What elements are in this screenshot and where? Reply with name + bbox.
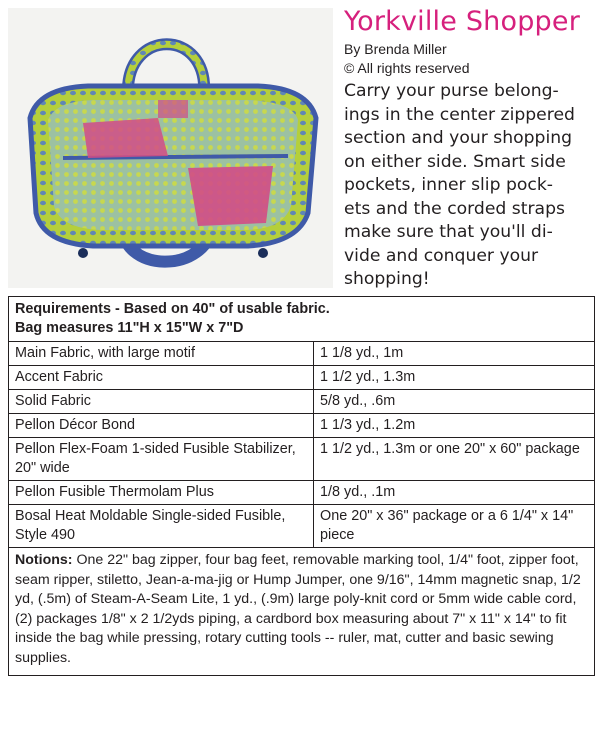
notions-section [8,548,595,676]
requirements-heading [9,297,595,342]
notions-text: One 22" bag zipper, four bag feet, removable marking tool, 1/4" foot, zipper foot, seam ripper, stiletto, Jean-a-ma-jig or Hump Jumper, one 9/16", 14mm magnetic snap, 1/2 yd, (.5m) of Steam-A-Seam Lite, 1 yd., (.9m) large poly-knit cord or 5mm wide cable cord, (2) packages 1/8" x 2 1/2yds piping, a cardbord box measuring about 7" x 11" x 14" to fit inside the bag while pressing, rotary cutting tools -- ruler, mat, cutter and basic sewing supplies. [15,552,581,666]
material-amount: 1/8 yd., .1m [314,481,595,505]
product-description [344,80,594,292]
material-item: Main Fabric, with large motif [9,342,314,366]
description-line: vide and conquer your [344,245,539,266]
tote-bag-image [8,8,333,288]
material-amount: 1 1/3 yd., 1.2m [314,414,595,438]
material-item: Bosal Heat Moldable Single-sided Fusible, Style 490 [9,505,314,548]
bag-measures-line: Bag measures 11"H x 15"W x 7"D [15,320,244,336]
byline [344,40,469,78]
material-amount: 5/8 yd., .6m [314,390,595,414]
author: By Brenda Miller [344,41,447,57]
description-line: ets and the corded straps [344,198,565,219]
material-item: Solid Fabric [9,390,314,414]
description-line: shopping! [344,269,430,289]
table-row [9,366,595,390]
product-title: Yorkville Shopper [344,6,580,37]
material-item: Pellon Flex-Foam 1-sided Fusible Stabilizer, 20" wide [9,438,314,481]
description-line: make sure that you'll di- [344,222,553,242]
description-line: Carry your purse belong- [344,81,559,101]
material-item: Pellon Fusible Thermolam Plus [9,481,314,505]
table-row [9,438,595,481]
material-amount: One 20" x 36" package or a 6 1/4" x 14" piece [314,505,595,548]
table-row [9,390,595,414]
description-line: ings in the center zippered [344,104,575,125]
material-amount: 1 1/8 yd., 1m [314,342,595,366]
table-row [9,505,595,548]
description-line: pockets, inner slip pock- [344,175,553,195]
description-line: on either side. Smart side [344,151,566,172]
product-photo [8,8,333,288]
material-item: Pellon Décor Bond [9,414,314,438]
material-item: Accent Fabric [9,366,314,390]
material-amount: 1 1/2 yd., 1.3m or one 20" x 60" package [314,438,595,481]
copyright-notice: © All rights reserved [344,60,470,76]
requirements-table [8,296,595,548]
table-row [9,481,595,505]
table-row [9,342,595,366]
requirements-header-row [9,297,595,342]
table-row [9,414,595,438]
description-line: section and your shopping [344,128,573,148]
notions-label: Notions: [15,552,73,568]
requirements-heading-line: Requirements - Based on 40" of usable fabric. [15,301,330,317]
material-amount: 1 1/2 yd., 1.3m [314,366,595,390]
